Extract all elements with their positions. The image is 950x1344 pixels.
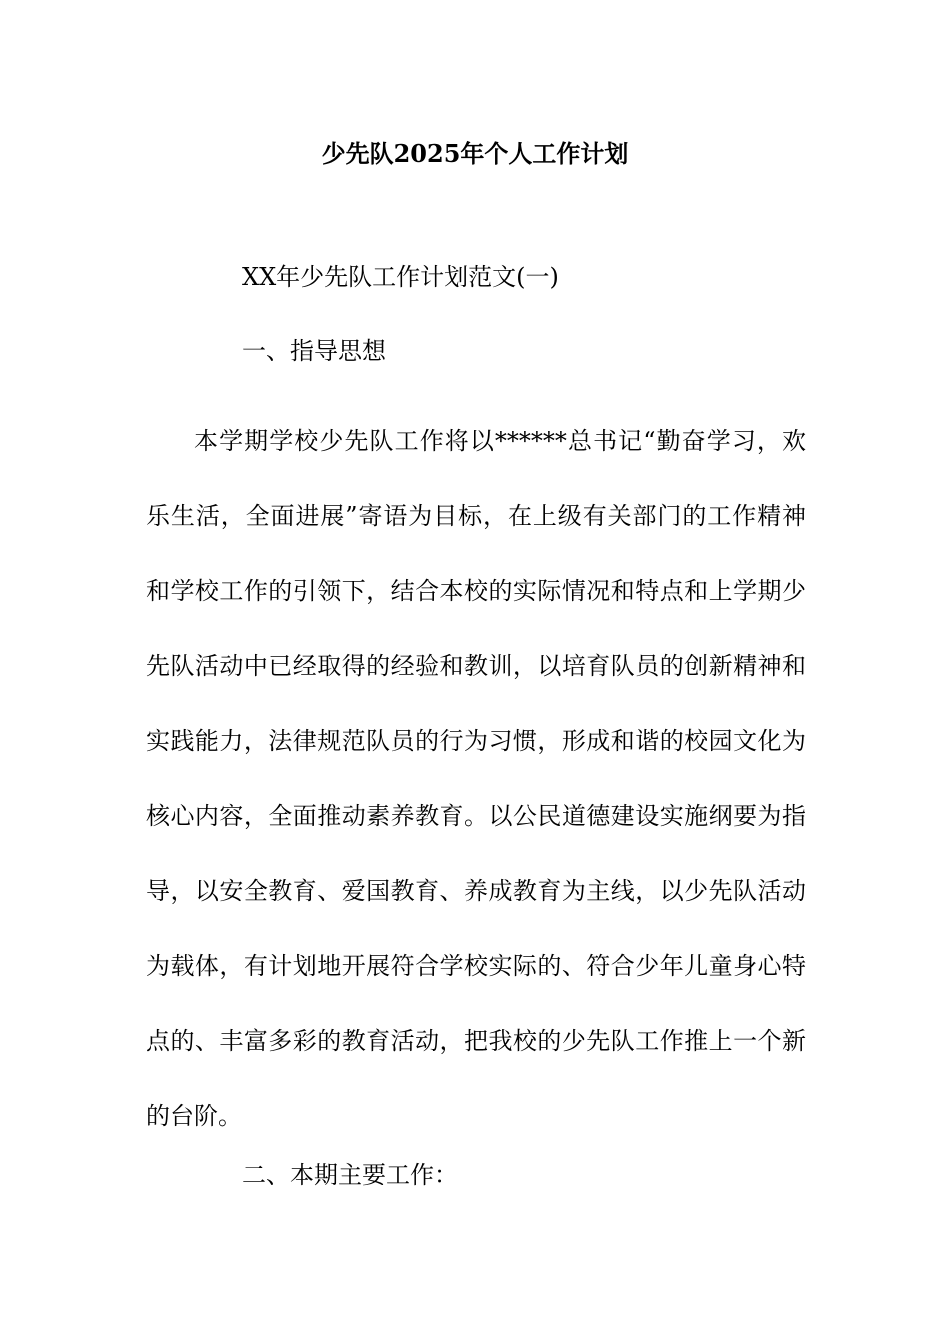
section-body-guiding-ideology: 本学期学校少先队工作将以******总书记“勤奋学习，欢乐生活，全面进展”寄语为目标，在上级有关部门的工作精神和学校工作的引领下，结合本校的实际情况和特点和上学期少先队活动中已经取得的经验和教训，以培育队员的创新精神和实践能力，法律规范队员的行为习惯，形成和谐的校园文化为核心内容，全面推动素养教育。以公民道德建设实施纲要为指导，以安全教育、爱国教育、养成教育为主线，以少先队活动为载体，有计划地开展符合学校实际的、符合少年儿童身心特点的、丰富多彩的教育活动，把我校的少先队工作推上一个新的台阶。 <box>146 427 806 1130</box>
document-subtitle: XX年少先队工作计划范文(一) <box>242 263 559 291</box>
section-heading-guiding-ideology: 一、指导思想 <box>242 337 386 365</box>
document-title: 少先队2025年个人工作计划 <box>321 139 629 168</box>
section-heading-main-work: 二、本期主要工作： <box>242 1161 458 1189</box>
